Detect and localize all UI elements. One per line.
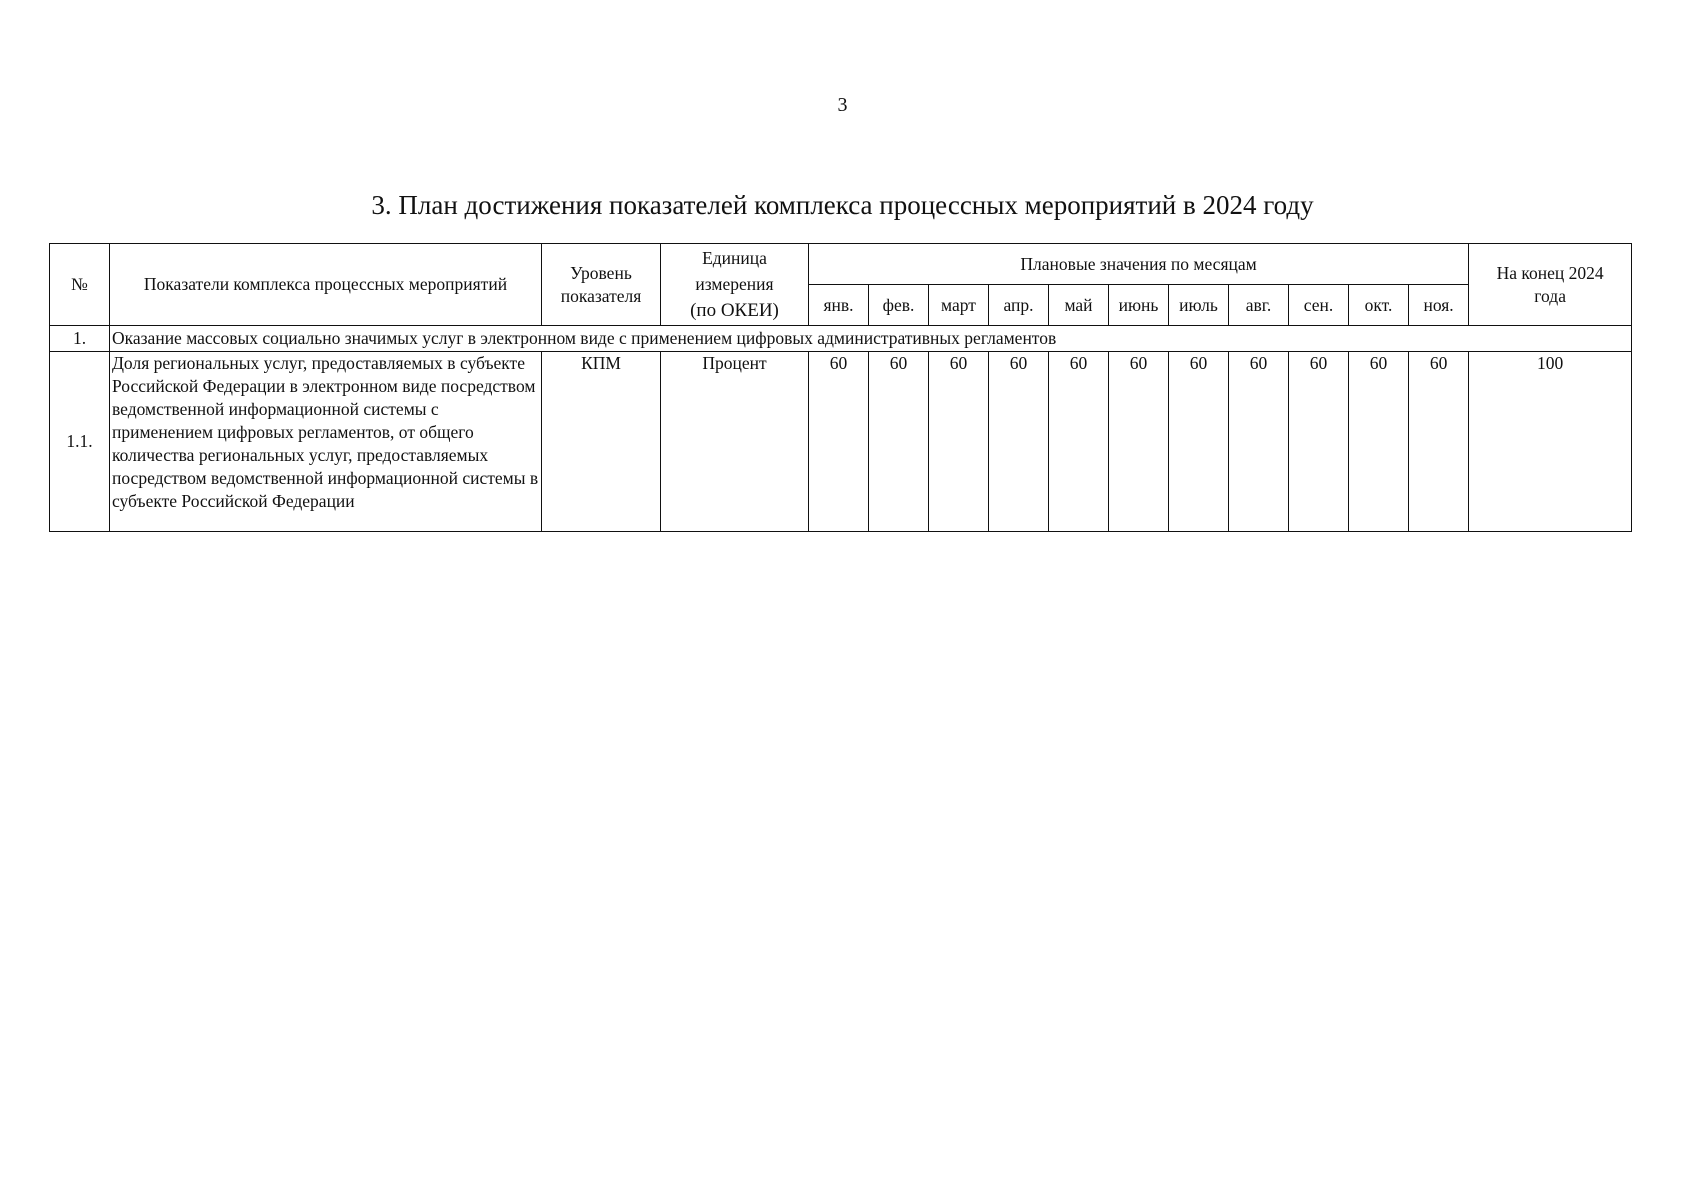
- row-value-jun: 60: [1109, 352, 1169, 532]
- header-unit-line2: измерения: [695, 274, 774, 294]
- row-value-apr: 60: [989, 352, 1049, 532]
- row-value-jan: 60: [809, 352, 869, 532]
- header-unit-line3: (по ОКЕИ): [690, 300, 779, 321]
- header-month-nov: ноя.: [1409, 285, 1469, 326]
- plan-table: [49, 243, 1632, 532]
- header-month-may: май: [1049, 285, 1109, 326]
- row-value-aug: 60: [1229, 352, 1289, 532]
- header-monthly-group: Плановые значения по месяцам: [809, 244, 1469, 285]
- row-value-may: 60: [1049, 352, 1109, 532]
- header-row-top: [50, 244, 1632, 285]
- document-title: 3. План достижения показателей комплекса процессных мероприятий в 2024 году: [371, 190, 1314, 220]
- section-num: 1.: [50, 326, 110, 352]
- header-month-mar: март: [929, 285, 989, 326]
- row-value-mar: 60: [929, 352, 989, 532]
- header-unit: [661, 244, 809, 326]
- header-month-feb: фев.: [869, 285, 929, 326]
- row-level: КПМ: [542, 352, 661, 532]
- header-month-apr: апр.: [989, 285, 1049, 326]
- header-month-sep: сен.: [1289, 285, 1349, 326]
- row-indicator: Доля региональных услуг, предоставляемых в субъекте Российской Федерации в электронном виде посредством ведомственной информационной системы с применением цифровых регламентов, от общего количества региональных услуг, предоставляемых посредством ведомственной информационной системы в субъекте Российской Федерации: [110, 352, 542, 532]
- header-month-jan: янв.: [809, 285, 869, 326]
- page-number: 3: [837, 94, 848, 116]
- row-value-jul: 60: [1169, 352, 1229, 532]
- header-indicator: Показатели комплекса процессных мероприятий: [110, 244, 542, 326]
- row-num: 1.1.: [50, 352, 110, 532]
- header-level: Уровень показателя: [542, 244, 661, 326]
- header-unit-line1: Единица: [702, 248, 767, 268]
- header-month-aug: авг.: [1229, 285, 1289, 326]
- row-value-sep: 60: [1289, 352, 1349, 532]
- table-row: [50, 352, 1632, 532]
- row-value-oct: 60: [1349, 352, 1409, 532]
- header-num: №: [50, 244, 110, 326]
- header-end-of-year: На конец 2024 года: [1469, 244, 1632, 326]
- row-unit: Процент: [661, 352, 809, 532]
- header-month-jul: июль: [1169, 285, 1229, 326]
- header-month-oct: окт.: [1349, 285, 1409, 326]
- row-end-of-year: 100: [1469, 352, 1632, 532]
- row-value-feb: 60: [869, 352, 929, 532]
- section-text: Оказание массовых социально значимых услуг в электронном виде с применением цифровых административных регламентов: [110, 326, 1632, 352]
- section-row: [50, 326, 1632, 352]
- header-month-jun: июнь: [1109, 285, 1169, 326]
- row-value-nov: 60: [1409, 352, 1469, 532]
